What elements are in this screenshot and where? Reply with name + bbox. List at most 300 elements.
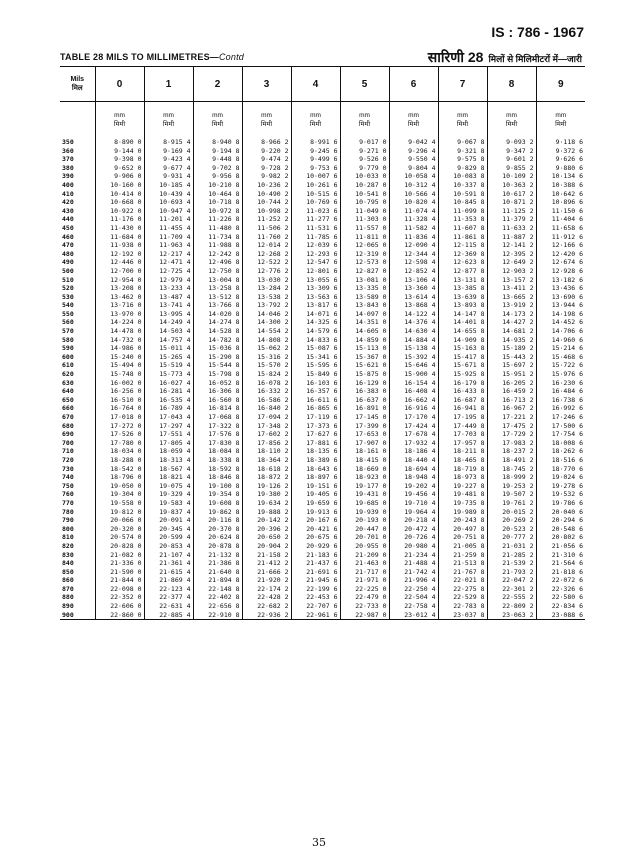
mm-value-cell: 20·472 4	[389, 525, 438, 534]
mm-value-cell: 9·093 2	[487, 138, 536, 147]
mm-value-cell: 16·510 0	[95, 396, 144, 405]
mm-value-cell: 23·088 6	[536, 611, 585, 620]
mm-value-cell: 18·059 4 18·313 4 18·567 4 18·821 4	[144, 447, 193, 481]
mm-value-cell: 11·861 8 12·115 8 12·369 8 12·623 8	[438, 233, 487, 267]
mm-value-cell: 17·957 8	[438, 439, 487, 448]
mm-value-cell: 15·443 2	[487, 353, 536, 362]
unit-hi: मिमी	[162, 121, 175, 128]
mm-value-cell: 9·144 0 9·398 0 9·652 0 9·906 0	[95, 147, 144, 181]
mm-value-cell: 20·548 6	[536, 525, 585, 534]
unit-label	[487, 102, 536, 139]
mm-value-cell: 17·907 0	[340, 439, 389, 448]
mm-value-cell: 10·642 6 10·896 6 11·150 6 11·404 6	[536, 190, 585, 224]
table-row-block	[60, 404, 585, 438]
unit-en: mm	[457, 112, 468, 119]
mm-value-cell: 21·894 8 22·148 8 22·402 8 22·656 8	[193, 576, 242, 610]
mm-value-cell: 11·607 8	[438, 224, 487, 233]
mm-value-cell: 21·767 8	[438, 568, 487, 577]
mm-value-cell: 18·262 6 18·516 6 18·770 6 19·024 6	[536, 447, 585, 481]
mm-value-cell: 10·388 6	[536, 181, 585, 190]
mm-value-cell: 19·354 8 19·608 8 19·862 8 20·116 8	[193, 490, 242, 524]
mm-value-cell: 20·345 4	[144, 525, 193, 534]
mm-value-cell: 10·363 2	[487, 181, 536, 190]
mm-value-cell: 19·253 2	[487, 482, 536, 491]
mm-value-cell: 22·936 2	[242, 611, 291, 620]
mm-value-cell: 10·287 0	[340, 181, 389, 190]
mils-value: 750	[62, 481, 74, 490]
mm-value-cell: 12·750 8	[193, 267, 242, 276]
mm-value-cell: 9·321 8 9·575 8 9·829 8 10·083 8	[438, 147, 487, 181]
mils-value: 900	[60, 611, 95, 620]
mm-value-cell: 18·161 0 18·415 0 18·669 0 18·923 0	[340, 447, 389, 481]
mm-value-cell: 19·227 8	[438, 482, 487, 491]
mm-value-cell: 20·802 6 21·056 6 21·310 6 21·564 6	[536, 533, 585, 567]
mm-value-cell: 20·701 0 20·955 0 21·209 0 21·463 0	[340, 533, 389, 567]
mm-value-cell: 14·376 4 14·630 4 14·884 4 15·138 4	[389, 318, 438, 352]
mm-value-cell: 14·046 2	[242, 310, 291, 319]
unit-hi: मिमी	[309, 121, 322, 128]
mm-value-cell: 22·021 8 22·275 8 22·529 8 22·783 8	[438, 576, 487, 610]
mm-value-cell: 14·300 2 14·554 2 14·808 2 15·062 2	[242, 318, 291, 352]
mm-value-cell: 9·220 2 9·474 2 9·728 2 9·982 2	[242, 147, 291, 181]
mils-value: 860 870 880 890	[62, 576, 74, 611]
mils-value: 450	[62, 223, 74, 232]
mm-value-cell: 22·047 2 22·301 2 22·555 2 22·809 2	[487, 576, 536, 610]
mm-value-cell: 12·928 6	[536, 267, 585, 276]
mm-value-cell: 18·135 6 18·389 6 18·643 6 18·897 6	[291, 447, 340, 481]
mils-value: 550	[62, 309, 74, 318]
mils-value: 650	[62, 395, 74, 404]
mm-value-cell: 21·666 2	[242, 568, 291, 577]
mm-value-cell: 19·507 2 19·761 2 20·015 2 20·269 2	[487, 490, 536, 524]
unit-label	[242, 102, 291, 139]
table-row-block	[60, 353, 585, 362]
mm-value-cell: 15·697 2 15·951 2 16·205 2 16·459 2	[487, 361, 536, 395]
unit-row	[60, 102, 585, 139]
mm-value-cell: 14·198 6	[536, 310, 585, 319]
mm-value-cell: 10·566 4 10·820 4 11·074 4 11·328 4	[389, 190, 438, 224]
mm-value-cell: 14·097 0	[340, 310, 389, 319]
mm-value-cell: 15·544 8 15·798 8 16·052 8 16·306 8	[193, 361, 242, 395]
unit-label	[438, 102, 487, 139]
mm-value-cell: 19·202 4	[389, 482, 438, 491]
mm-value-cell: 20·599 4 20·853 4 21·107 4 21·361 4	[144, 533, 193, 567]
mm-value-cell: 16·611 6	[291, 396, 340, 405]
mm-value-cell: 11·455 4	[144, 224, 193, 233]
mm-value-cell: 21·640 8	[193, 568, 242, 577]
standard-reference: IS : 786 - 1967	[491, 24, 584, 40]
mm-value-cell: 14·147 8	[438, 310, 487, 319]
mm-value-cell: 21·590 0	[95, 568, 144, 577]
mm-value-cell: 19·278 6	[536, 482, 585, 491]
mm-value-cell: 19·481 8 19·735 8 19·989 8 20·243 8	[438, 490, 487, 524]
mm-value-cell: 10·185 4	[144, 181, 193, 190]
unit-label	[340, 102, 389, 139]
mm-value-cell: 16·967 2 17·221 2 17·475 2 17·729 2	[487, 404, 536, 438]
mm-value-cell: 20·751 8 21·005 8 21·259 8 21·513 8	[438, 533, 487, 567]
mm-value-cell: 13·081 0 13·335 0 13·589 0 13·843 0	[340, 276, 389, 310]
mm-value-cell: 10·414 0 10·668 0 10·922 0 11·176 0	[95, 190, 144, 224]
mm-value-cell: 11·709 4 11·963 4 12·217 4 12·471 4	[144, 233, 193, 267]
mm-value-cell: 20·497 8	[438, 525, 487, 534]
mm-value-cell: 21·844 0 22·098 0 22·352 0 22·606 0	[95, 576, 144, 610]
table-row-block	[60, 568, 585, 577]
table-row-block	[60, 318, 585, 352]
mm-value-cell: 20·421 6	[291, 525, 340, 534]
mils-value: 400	[62, 180, 74, 189]
table-row-block	[60, 439, 585, 448]
mm-value-cell: 16·687 8	[438, 396, 487, 405]
unit-spacer	[60, 102, 95, 139]
mm-value-cell: 14·325 6 14·579 6 14·833 6 15·087 6	[291, 318, 340, 352]
mm-value-cell: 17·780 0	[95, 439, 144, 448]
mm-value-cell: 15·519 4 15·773 4 16·027 4 16·281 4	[144, 361, 193, 395]
column-header-7: 7	[438, 67, 487, 102]
table-row-block	[60, 361, 585, 395]
mm-value-cell: 16·535 4	[144, 396, 193, 405]
mm-value-cell: 13·004 8 13·258 8 13·512 8 13·766 8	[193, 276, 242, 310]
mm-value-cell: 11·785 6 12·039 6 12·293 6 12·547 6	[291, 233, 340, 267]
mm-value-cell: 16·764 0 17·018 0 17·272 0 17·526 0	[95, 404, 144, 438]
mm-value-cell: 10·541 0 10·795 0 11·049 0 11·303 0	[340, 190, 389, 224]
mm-value-cell: 20·396 2	[242, 525, 291, 534]
mm-value-cell: 11·836 4 12·090 4 12·344 4 12·598 4	[389, 233, 438, 267]
mm-value-cell: 9·067 8	[438, 138, 487, 147]
mm-value-cell: 11·633 2	[487, 224, 536, 233]
unit-hi: मिमी	[113, 121, 126, 128]
mm-value-cell: 15·595 6 15·849 6 16·103 6 16·357 6	[291, 361, 340, 395]
unit-en: mm	[163, 112, 174, 119]
mm-value-cell: 18·186 4 18·440 4 18·694 4 18·948 4	[389, 447, 438, 481]
column-header-0: 0	[95, 67, 144, 102]
mm-value-cell: 21·793 2	[487, 568, 536, 577]
mils-value: 460 470 480 490	[62, 232, 74, 267]
mm-value-cell: 12·979 4 13·233 4 13·487 4 13·741 4	[144, 276, 193, 310]
mm-value-cell: 20·447 0	[340, 525, 389, 534]
mm-value-cell: 15·494 0 15·748 0 16·002 0 16·256 0	[95, 361, 144, 395]
mm-value-cell: 11·430 0	[95, 224, 144, 233]
mils-value: 410 420 430 440	[62, 189, 74, 224]
mm-value-cell: 21·920 2 22·174 2 22·428 2 22·682 2	[242, 576, 291, 610]
mm-value-cell: 18·084 8 18·338 8 18·592 8 18·846 8	[193, 447, 242, 481]
mm-value-cell: 14·173 2	[487, 310, 536, 319]
table-row-block	[60, 611, 585, 620]
column-header-4: 4	[291, 67, 340, 102]
table-title-english: TABLE 28 MILS TO MILLIMETRES—Contd	[60, 52, 245, 62]
table-title-hindi: सारिणी 28 मिलों से मिलिमीटरों में—जारी	[427, 49, 582, 65]
mm-value-cell: 16·662 4	[389, 396, 438, 405]
table-row-block	[60, 190, 585, 224]
mils-value: 560 570 580 590	[62, 318, 74, 353]
mm-value-cell: 15·621 0 15·875 0 16·129 0 16·383 0	[340, 361, 389, 395]
mm-value-cell: 22·961 6	[291, 611, 340, 620]
mils-value: 350	[62, 138, 74, 146]
table-row-block	[60, 490, 585, 524]
mm-value-cell: 17·881 6	[291, 439, 340, 448]
table-row-block	[60, 276, 585, 310]
column-header-2: 2	[193, 67, 242, 102]
mm-value-cell: 23·037 8	[438, 611, 487, 620]
mm-value-cell: 19·405 6 19·659 6 19·913 6 20·167 6	[291, 490, 340, 524]
mm-value-cell: 13·157 2 13·411 2 13·665 2 13·919 2	[487, 276, 536, 310]
unit-label	[193, 102, 242, 139]
mils-value: 510 520 530 540	[62, 275, 74, 310]
mm-value-cell: 11·684 0 11·938 0 12·192 0 12·446 0	[95, 233, 144, 267]
mm-value-cell: 21·691 6	[291, 568, 340, 577]
unit-en: mm	[408, 112, 419, 119]
table-row-block	[60, 533, 585, 567]
mm-value-cell: 10·591 8 10·845 8 11·099 8 11·353 8	[438, 190, 487, 224]
unit-hi: मिमी	[555, 121, 567, 128]
mils-value: 850	[62, 567, 74, 576]
mm-value-cell: 15·392 4	[389, 353, 438, 362]
unit-en: mm	[261, 112, 272, 119]
mm-value-cell: 10·210 8	[193, 181, 242, 190]
mm-value-cell: 15·290 8	[193, 353, 242, 362]
mm-value-cell: 20·523 2	[487, 525, 536, 534]
mm-value-cell: 12·903 2	[487, 267, 536, 276]
mm-value-cell: 14·020 8	[193, 310, 242, 319]
mm-value-cell: 16·789 4 17·043 4 17·297 4 17·551 4	[144, 404, 193, 438]
mm-value-cell: 15·367 0	[340, 353, 389, 362]
table-row-block	[60, 233, 585, 267]
mm-value-cell: 14·249 4 14·503 4 14·757 4 15·011 4	[144, 318, 193, 352]
mm-value-cell: 21·971 0 22·225 0 22·479 0 22·733 0	[340, 576, 389, 610]
unit-hi: मिमी	[456, 121, 469, 128]
mm-value-cell: 21·869 4 22·123 4 22·377 4 22·631 4	[144, 576, 193, 610]
unit-en: mm	[506, 112, 517, 119]
mm-value-cell: 19·126 2	[242, 482, 291, 491]
mm-value-cell: 16·814 8 17·068 8 17·322 8 17·576 8	[193, 404, 242, 438]
mm-value-cell: 9·372 6 9·626 6 9·880 6 10·134 6	[536, 147, 585, 181]
mm-value-cell: 15·570 2 15·824 2 16·078 2 16·332 2	[242, 361, 291, 395]
mm-value-cell: 15·671 8 15·925 8 16·179 8 16·433 8	[438, 361, 487, 395]
mm-value-cell: 20·777 2 21·031 2 21·285 2 21·539 2	[487, 533, 536, 567]
mm-value-cell: 16·713 2	[487, 396, 536, 405]
mm-value-cell: 16·840 2 17·094 2 17·348 2 17·602 2	[242, 404, 291, 438]
mm-value-cell: 16·941 8 17·195 8 17·449 8 17·703 8	[438, 404, 487, 438]
unit-hi: मिमी	[260, 121, 273, 128]
unit-label	[291, 102, 340, 139]
mm-value-cell: 18·237 2 18·491 2 18·745 2 18·999 2	[487, 447, 536, 481]
mm-value-cell: 13·970 0	[95, 310, 144, 319]
mm-value-cell: 12·877 8	[438, 267, 487, 276]
mm-value-cell: 16·586 2	[242, 396, 291, 405]
unit-hi: मिमी	[505, 121, 518, 128]
unit-label	[95, 102, 144, 139]
mm-value-cell: 10·236 2	[242, 181, 291, 190]
mm-value-cell: 19·100 8	[193, 482, 242, 491]
mm-value-cell: 19·304 0 19·558 0 19·812 0 20·066 0	[95, 490, 144, 524]
mm-value-cell: 15·341 6	[291, 353, 340, 362]
mm-value-cell: 17·983 2	[487, 439, 536, 448]
column-header-9: 9	[536, 67, 585, 102]
mils-value: 810 820 830 840	[62, 533, 74, 568]
mm-value-cell: 11·760 2 12·014 2 12·268 2 12·522 2	[242, 233, 291, 267]
mm-value-cell: 22·072 6 22·326 6 22·580 6 22·834 6	[536, 576, 585, 610]
mm-value-cell: 10·515 6 10·769 6 11·023 6 11·277 6	[291, 190, 340, 224]
mm-value-cell: 8·890 0	[95, 138, 144, 147]
mm-value-cell: 16·865 6 17·119 6 17·373 6 17·627 6	[291, 404, 340, 438]
mm-value-cell: 14·224 0 14·478 0 14·732 0 14·986 0	[95, 318, 144, 352]
unit-en: mm	[359, 112, 370, 119]
mm-value-cell: 13·055 6 13·309 6 13·563 6 13·817 6	[291, 276, 340, 310]
table-row-block	[60, 447, 585, 481]
mm-value-cell: 21·945 6 22·199 6 22·453 6 22·707 6	[291, 576, 340, 610]
mm-value-cell: 23·063 2	[487, 611, 536, 620]
mm-value-cell: 15·722 6 15·976 6 16·230 6 16·484 6	[536, 361, 585, 395]
table-row-block	[60, 147, 585, 181]
unit-hi: मिमी	[211, 121, 224, 128]
mm-value-cell: 22·860 0	[95, 611, 144, 620]
mm-value-cell: 11·531 6	[291, 224, 340, 233]
mm-value-cell: 11·506 2	[242, 224, 291, 233]
table-row-block	[60, 525, 585, 534]
mm-value-cell: 19·431 0 19·685 0 19·939 0 20·193 0	[340, 490, 389, 524]
mm-value-cell: 12·801 6	[291, 267, 340, 276]
unit-label	[144, 102, 193, 139]
mm-value-cell: 17·856 2	[242, 439, 291, 448]
mm-value-cell: 13·106 4 13·360 4 13·614 4 13·868 4	[389, 276, 438, 310]
mm-value-cell: 10·337 8	[438, 181, 487, 190]
mils-to-millimetres-table	[60, 66, 585, 620]
mm-value-cell: 18·034 0 18·288 0 18·542 0 18·796 0	[95, 447, 144, 481]
table-row-block	[60, 138, 585, 147]
mm-value-cell: 10·312 4	[389, 181, 438, 190]
mm-value-cell: 16·916 4 17·170 4 17·424 4 17·678 4	[389, 404, 438, 438]
mm-value-cell: 12·725 4	[144, 267, 193, 276]
mm-value-cell: 16·992 6 17·246 6 17·500 6 17·754 6	[536, 404, 585, 438]
mm-value-cell: 22·987 0	[340, 611, 389, 620]
table-row-block	[60, 310, 585, 319]
mm-value-cell: 9·245 6 9·499 6 9·753 6 10·007 6	[291, 147, 340, 181]
mils-value: 710 720 730 740	[62, 447, 74, 482]
mm-value-cell: 19·177 0	[340, 482, 389, 491]
mm-value-cell: 9·017 0	[340, 138, 389, 147]
column-header-8: 8	[487, 67, 536, 102]
mils-value: 760 770 780 790	[62, 490, 74, 525]
mm-value-cell: 13·030 2 13·284 2 13·538 2 13·792 2	[242, 276, 291, 310]
mm-value-cell: 11·480 8	[193, 224, 242, 233]
mm-value-cell: 9·271 0 9·526 0 9·779 0 10·033 0	[340, 147, 389, 181]
mm-value-cell: 18·211 8 18·465 8 18·719 8 18·973 8	[438, 447, 487, 481]
mm-value-cell: 21·615 4	[144, 568, 193, 577]
mm-value-cell: 20·650 2 20·904 2 21·158 2 21·412 2	[242, 533, 291, 567]
mm-value-cell: 20·726 4 20·980 4 21·234 4 21·488 4	[389, 533, 438, 567]
mm-value-cell: 22·910 8	[193, 611, 242, 620]
mm-value-cell: 9·194 8 9·448 8 9·702 8 9·956 8	[193, 147, 242, 181]
table-row-block	[60, 181, 585, 190]
mm-value-cell: 19·532 6 19·786 6 20·040 6 20·294 6	[536, 490, 585, 524]
mm-value-cell: 19·380 2 19·634 2 19·888 2 20·142 2	[242, 490, 291, 524]
mm-value-cell: 16·738 6	[536, 396, 585, 405]
mm-value-cell: 19·151 6	[291, 482, 340, 491]
unit-en: mm	[555, 112, 567, 119]
mm-value-cell: 11·887 2 12·141 2 12·395 2 12·649 2	[487, 233, 536, 267]
mm-value-cell: 9·118 6	[536, 138, 585, 147]
mm-value-cell: 9·169 4 9·423 4 9·677 4 9·931 4	[144, 147, 193, 181]
mm-value-cell: 11·811 0 12·065 0 12·319 0 12·573 0	[340, 233, 389, 267]
mm-value-cell: 17·805 4	[144, 439, 193, 448]
mm-value-cell: 12·776 2	[242, 267, 291, 276]
mm-value-cell: 21·818 6	[536, 568, 585, 577]
mils-value: 800	[62, 524, 74, 533]
mm-value-cell: 10·160 0	[95, 181, 144, 190]
unit-label	[536, 102, 585, 139]
unit-label	[389, 102, 438, 139]
mils-value: 700	[62, 438, 74, 447]
column-header-6: 6	[389, 67, 438, 102]
table-row-block	[60, 224, 585, 233]
mm-value-cell: 21·717 0	[340, 568, 389, 577]
mm-value-cell: 14·274 8 14·528 8 14·782 8 15·036 8	[193, 318, 242, 352]
mm-value-cell: 11·582 4	[389, 224, 438, 233]
mm-value-cell: 13·131 8 13·385 8 13·639 8 13·893 8	[438, 276, 487, 310]
mm-value-cell: 10·261 6	[291, 181, 340, 190]
column-header-row	[60, 67, 585, 102]
mm-value-cell: 20·675 6 20·929 6 21·183 6 21·437 6	[291, 533, 340, 567]
column-header-5: 5	[340, 67, 389, 102]
mm-value-cell: 10·617 2 10·871 2 11·125 2 11·379 2	[487, 190, 536, 224]
mm-value-cell: 22·885 4	[144, 611, 193, 620]
mm-value-cell: 15·240 0	[95, 353, 144, 362]
mm-value-cell: 21·996 4 22·250 4 22·504 4 22·758 4	[389, 576, 438, 610]
mm-value-cell: 11·734 8 11·988 8 12·242 8 12·496 8	[193, 233, 242, 267]
mm-value-cell: 10·439 4 10·693 4 10·947 4 11·201 4	[144, 190, 193, 224]
mm-value-cell: 17·932 4	[389, 439, 438, 448]
mm-value-cell: 15·265 4	[144, 353, 193, 362]
mm-value-cell: 13·182 6 13·436 6 13·690 6 13·944 6	[536, 276, 585, 310]
mm-value-cell: 15·417 8	[438, 353, 487, 362]
unit-en: mm	[310, 112, 321, 119]
mm-value-cell: 8·966 2	[242, 138, 291, 147]
unit-hi: मिमी	[358, 121, 371, 128]
mm-value-cell: 14·071 6	[291, 310, 340, 319]
table-row-block	[60, 267, 585, 276]
mils-column-header: Mils मिल	[60, 67, 95, 102]
mm-value-cell: 13·995 4	[144, 310, 193, 319]
mm-value-cell: 12·954 0 13·208 0 13·462 0 13·716 0	[95, 276, 144, 310]
mm-value-cell: 15·468 6	[536, 353, 585, 362]
page-number: 35	[312, 836, 326, 849]
mm-value-cell: 9·347 2 9·601 2 9·855 2 10·109 2	[487, 147, 536, 181]
mm-value-cell: 14·401 8 14·655 8 14·909 8 15·163 8	[438, 318, 487, 352]
column-header-1: 1	[144, 67, 193, 102]
mm-value-cell: 19·050 0	[95, 482, 144, 491]
mm-value-cell: 14·427 2 14·681 2 14·935 2 15·189 2	[487, 318, 536, 352]
mm-value-cell: 8·991 6	[291, 138, 340, 147]
mm-value-cell: 12·827 0	[340, 267, 389, 276]
mm-value-cell: 14·351 0 14·605 0 14·859 0 15·113 0	[340, 318, 389, 352]
mm-value-cell: 20·320 0	[95, 525, 144, 534]
mm-value-cell: 10·490 2 10·744 2 10·998 2 11·252 2	[242, 190, 291, 224]
mm-value-cell: 11·658 6	[536, 224, 585, 233]
mm-value-cell: 8·940 8	[193, 138, 242, 147]
mm-value-cell: 16·560 8	[193, 396, 242, 405]
mm-value-cell: 12·700 0	[95, 267, 144, 276]
column-header-3: 3	[242, 67, 291, 102]
mm-value-cell: 10·464 8 10·718 8 10·972 8 11·226 8	[193, 190, 242, 224]
mm-value-cell: 21·742 4	[389, 568, 438, 577]
mm-value-cell: 20·624 8 20·878 8 21·132 8 21·386 8	[193, 533, 242, 567]
mm-value-cell: 16·637 0	[340, 396, 389, 405]
mm-value-cell: 18·110 2 18·364 2 18·618 2 18·872 2	[242, 447, 291, 481]
mm-value-cell: 16·891 0 17·145 0 17·399 0 17·653 0	[340, 404, 389, 438]
mm-value-cell: 14·452 6 14·706 6 14·960 6 15·214 6	[536, 318, 585, 352]
mm-value-cell: 20·574 0 20·828 0 21·082 0 21·336 0	[95, 533, 144, 567]
unit-en: mm	[114, 112, 125, 119]
unit-hi: मिमी	[407, 121, 420, 128]
